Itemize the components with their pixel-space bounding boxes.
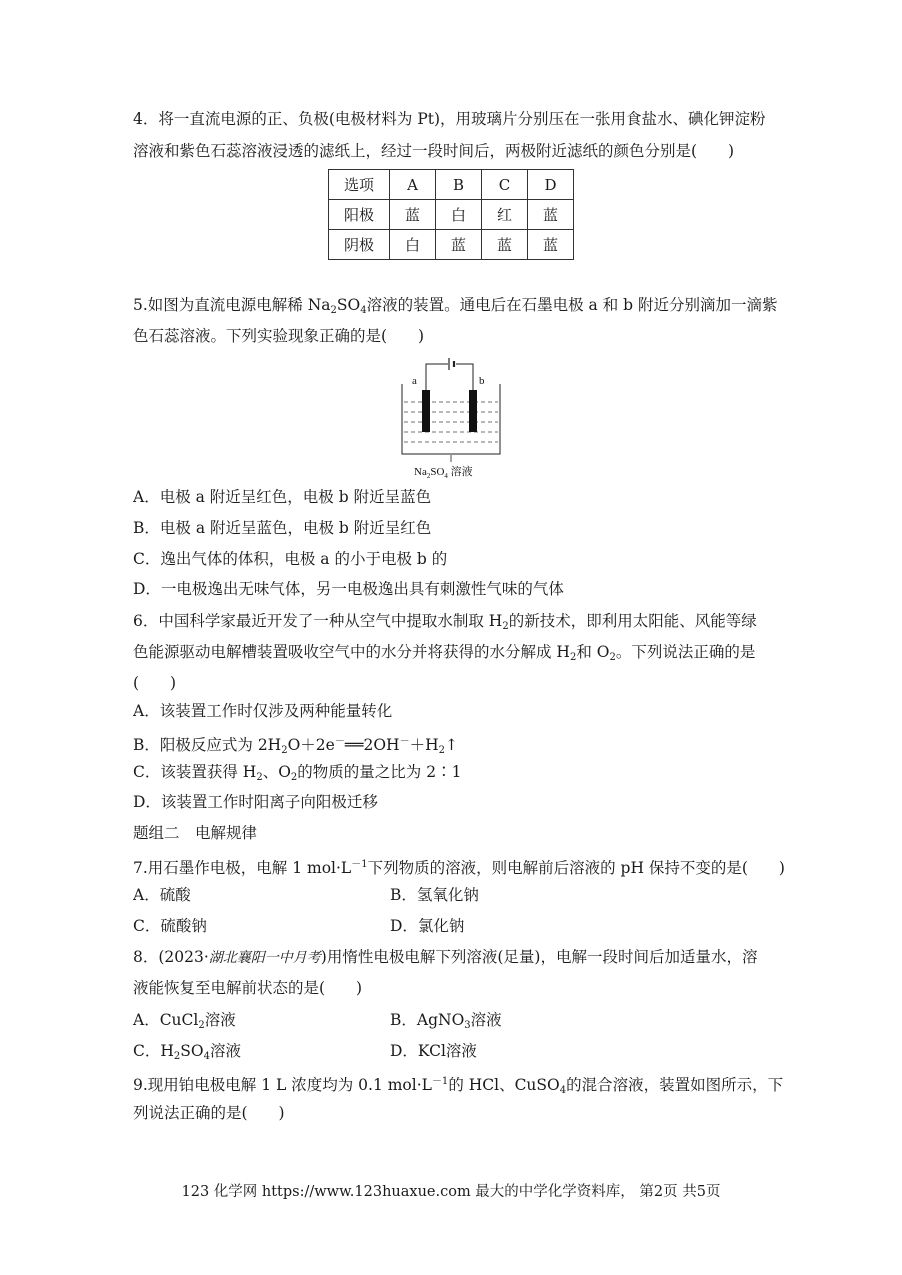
electrode-a: [422, 390, 430, 432]
table-cell: 阳极: [329, 200, 390, 230]
q8-line2: 液能恢复至电解前状态的是( ): [133, 979, 363, 997]
table-header-cell: A: [390, 170, 436, 200]
table-row: [329, 200, 574, 230]
q8-option-b: B．AgNO$_3$溶液: [390, 1011, 502, 1031]
q5-line2: 色石蕊溶液。下列实验现象正确的是( ): [133, 327, 425, 345]
q7-line1: 7.用石墨作电极，电解 1 $mol\cdot L^{-1}$下列物质的溶液，则电解前后溶液的 pH 保持不变的是( ): [133, 859, 785, 877]
q5-option-a: A．电极 a 附近呈红色，电极 b 附近呈蓝色: [133, 488, 432, 506]
q6-line2: 色能源驱动电解槽装置吸收空气中的水分并将获得的水分解成 $H_2$和 $O_2$。下列说法正确的是: [133, 643, 756, 663]
q4-line2: 溶液和紫色石蕊溶液浸透的滤纸上，经过一段时间后，两极附近滤纸的颜色分别是( ): [133, 142, 735, 160]
table-cell: 蓝: [528, 200, 574, 230]
q6-option-d: D．该装置工作时阳离子向阳极迁移: [133, 793, 378, 811]
q7-option-a: A．硫酸: [133, 886, 191, 904]
q8-line1: 8．(2023·湖北襄阳一中月考)用惰性电极电解下列溶液(足量)，电解一段时间后加适量水，溶: [133, 948, 758, 966]
electrode-a-label: a: [412, 375, 417, 387]
table-header-cell: 选项: [329, 170, 390, 200]
page-footer: 123 化学网 https://www.123huaxue.com 最大的中学化学资料库， 第2页 共5页: [181, 1184, 721, 1200]
q8-option-c: C．$H_2SO_4$溶液: [133, 1042, 241, 1062]
q6-option-c: C．该装置获得 $H_2$、$O_2$的物质的量之比为 2∶1: [133, 763, 462, 783]
beaker: [402, 384, 500, 454]
table-cell: 阴极: [329, 230, 390, 260]
table-cell: 蓝: [436, 230, 482, 260]
table-cell: 蓝: [482, 230, 528, 260]
solution-lines: [404, 402, 498, 442]
q5-option-c: C．逸出气体的体积，电极 a 的小于电极 b 的: [133, 550, 448, 568]
q5-option-b: B．电极 a 附近呈蓝色，电极 b 附近呈红色: [133, 519, 432, 537]
q6-line3: ( ): [133, 674, 177, 692]
q5-option-d: D．一电极逸出无味气体，另一电极逸出具有刺激性气味的气体: [133, 580, 564, 598]
q9-line2: 列说法正确的是( ): [133, 1104, 285, 1122]
q8-option-d: D．KCl溶液: [390, 1042, 477, 1060]
q8-option-a: A．CuCl$_2$溶液: [133, 1011, 236, 1031]
table-cell: 蓝: [390, 200, 436, 230]
table-cell: 蓝: [528, 230, 574, 260]
electrode-b-label: b: [479, 375, 485, 387]
q4-line1: 4．将一直流电源的正、负极(电极材料为 Pt)，用玻璃片分别压在一张用食盐水、碘化钾淀粉: [133, 110, 766, 128]
table-cell: 红: [482, 200, 528, 230]
q5-line1: 5.如图为直流电源电解稀 $Na_2SO_4$溶液的装置。通电后在石墨电极 a 和 b 附近分别滴加一滴紫: [133, 296, 778, 316]
table-header-cell: D: [528, 170, 574, 200]
q6-option-a: A．该装置工作时仅涉及两种能量转化: [133, 702, 393, 720]
table-row: [329, 230, 574, 260]
table-cell: 白: [436, 200, 482, 230]
table-header-cell: B: [436, 170, 482, 200]
electrode-b: [469, 390, 477, 432]
electrolysis-diagram: [398, 354, 504, 484]
solution-caption: $Na_2SO_4$ 溶液: [414, 466, 473, 480]
q6-line1: 6．中国科学家最近开发了一种从空气中提取水制取 $H_2$的新技术，即利用太阳能、风能等绿: [133, 612, 757, 632]
q6-option-b: B．阳极反应式为 $2H_2O+2e^-══2OH^-+H_2↑$: [133, 736, 458, 756]
table-cell: 白: [390, 230, 436, 260]
table-row: [329, 170, 574, 200]
q9-line1: 9.现用铂电极电解 1 L 浓度均为 0.1 $mol\cdot L^{-1}$的 HCl、CuSO$_4$的混合溶液，装置如图所示，下: [133, 1076, 784, 1096]
table-header-cell: C: [482, 170, 528, 200]
q7-option-c: C．硫酸钠: [133, 917, 207, 935]
q8-source: 湖北襄阳一中月考: [208, 950, 321, 966]
q7-option-d: D．氯化钠: [390, 917, 465, 935]
q7-option-b: B．氢氧化钠: [390, 886, 479, 904]
q4-options-table: [328, 169, 574, 260]
group2-heading: 题组二 电解规律: [133, 824, 258, 842]
